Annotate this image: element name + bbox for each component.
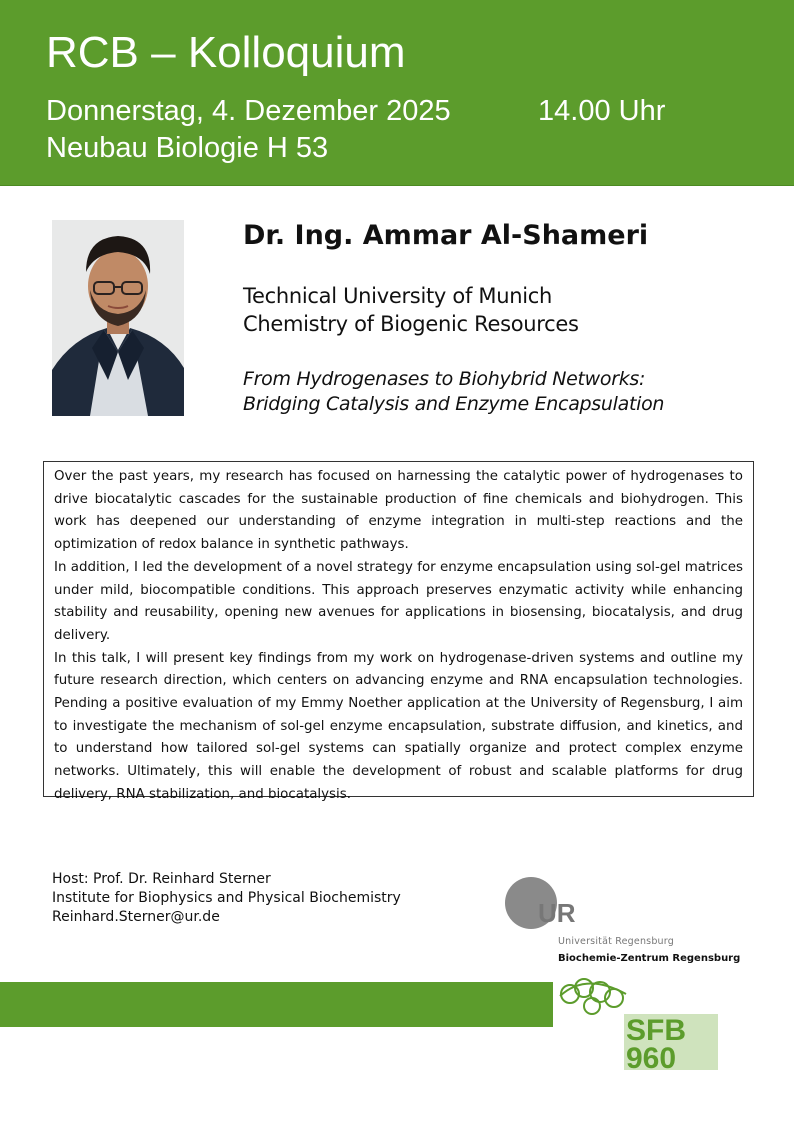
abstract-paragraph: In addition, I led the development of a novel strategy for enzyme encapsulation using sol-gel matrices under mild, biocompatible conditions. This approach preserves enzymatic activity while enhancing stability and reusability, opening new avenues for applications in biosensing, biocatalysis, and drug delivery.	[54, 559, 743, 643]
speaker-portrait-illustration	[52, 220, 184, 416]
host-info	[52, 870, 401, 927]
footer-green-band	[0, 982, 553, 1027]
event-title: RCB – Kolloquium	[46, 28, 406, 77]
sfb-number: 960	[626, 1042, 677, 1075]
event-date: Donnerstag, 4. Dezember 2025	[46, 95, 451, 127]
abstract-box	[43, 461, 754, 802]
abstract-paragraph: Over the past years, my research has focused on harnessing the catalytic power of hydrogenases to drive biocatalytic cascades for the sustainable production of fine chemicals and biohydrogen. This work has deepened our understanding of enzyme integration in multi-step reactions and the optimization of redox balance in synthetic pathways.	[54, 469, 743, 553]
speaker-affiliation-university: Technical University of Munich	[243, 284, 553, 308]
talk-title-line-2: Bridging Catalysis and Enzyme Encapsulation	[243, 393, 665, 415]
speaker-affiliation-department: Chemistry of Biogenic Resources	[243, 312, 579, 336]
host-name: Host: Prof. Dr. Reinhard Sterner	[52, 871, 271, 887]
speaker-photo	[52, 220, 184, 416]
event-room: Neubau Biologie H 53	[46, 132, 329, 164]
event-time: 14.00 Uhr	[538, 95, 666, 127]
talk-title-line-1: From Hydrogenases to Biohybrid Networks:	[243, 368, 646, 390]
host-institute: Institute for Biophysics and Physical Biochemistry	[52, 890, 401, 906]
ur-logo-mark: UR	[538, 898, 576, 928]
sfb-960-logo	[556, 976, 726, 1076]
abstract-paragraph: In this talk, I will present key findings from my work on hydrogenase-driven systems and outline my future research direction, which centers on advancing enzyme and RNA encapsulation technologies. Pending a positive evaluation of my Emmy Noether application at the University of Regensburg, I aim to investigate the mechanism of sol-gel enzyme encapsulation, substrate diffusion, and kinetics, and to understand how tailored sol-gel systems can spatially organize and protect complex enzyme networks. Ultimately, this will enable the development of robust and scalable platforms for drug delivery, RNA stabilization, and biocatalysis.	[54, 650, 743, 802]
speaker-name: Dr. Ing. Ammar Al-Shameri	[243, 220, 649, 251]
header-banner	[0, 0, 794, 186]
host-email[interactable]: Reinhard.Sterner@ur.de	[52, 909, 220, 925]
sfb-text: SFB	[626, 1014, 686, 1047]
biochemistry-center-name: Biochemie-Zentrum Regensburg	[558, 953, 741, 964]
university-name: Universität Regensburg	[558, 936, 674, 947]
university-regensburg-logo	[504, 876, 594, 934]
